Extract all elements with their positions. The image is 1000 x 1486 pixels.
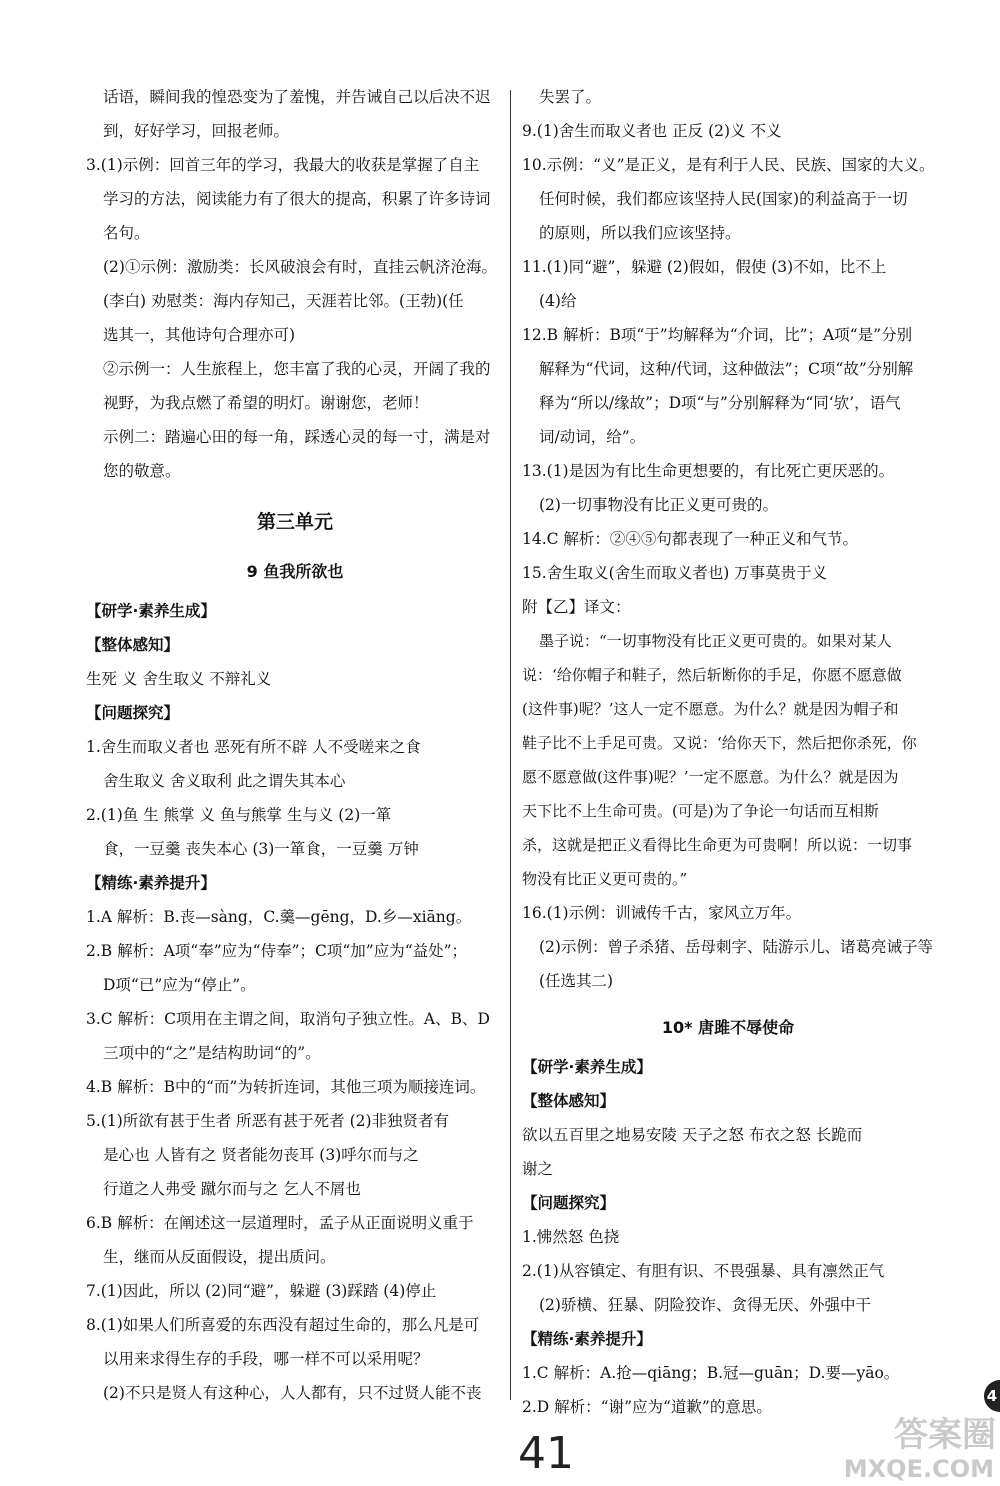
text-line: (4)给 [539,292,577,310]
text-line: 2.(1)鱼 生 熊掌 义 鱼与熊掌 生与义 (2)一箪 [86,806,392,824]
text-line: 16.(1)示例：训诫传千古，家风立万年。 [522,904,802,922]
text-line: 天下比不上生命可贵。(可是)为了争论一句话而互相斯 [522,802,879,820]
section-heading: 【整体感知】 [86,636,180,654]
text-line: 以用来求得生存的手段，哪一样不可以采用呢？ [103,1350,429,1368]
section-heading: 【精练·素养提升】 [522,1330,652,1348]
text-line: 到，好好学习，回报老师。 [103,122,290,140]
text-line: 11.(1)同“避”，躲避 (2)假如，假使 (3)不如，比不上 [522,258,887,276]
text-line: 失罢了。 [539,88,602,106]
text-line: D项“已”应为“停止”。 [103,976,256,994]
text-line: 3.C 解析：C项用在主谓之间，取消句子独立性。A、B、D [86,1010,490,1028]
text-line: 14.C 解析：②④⑤句都表现了一种正义和气节。 [522,530,858,548]
lesson-9-title: 9 鱼我所欲也 [246,562,344,581]
text-line: 1.舍生而取义者也 恶死有所不辟 人不受嗟来之食 [86,738,421,756]
text-line: 7.(1)因此，所以 (2)同“避”，躲避 (3)踩踏 (4)停止 [86,1282,437,1300]
text-line: 行道之人弗受 蹴尔而与之 乞人不屑也 [103,1180,361,1198]
text-line: 您的敬意。 [103,462,181,480]
text-line: 生，继而从反面假设，提出质问。 [103,1248,336,1266]
left-column [86,80,504,1410]
text-line: 说：‘给你帽子和鞋子，然后斩断你的手足，你愿不愿意做 [522,666,902,684]
text-line: 名句。 [103,224,150,242]
page-tab-badge: 4 [984,1380,1000,1412]
text-line: 选其一，其他诗句合理亦可) [103,326,296,344]
text-line: 10.示例：“义”是正义，是有利于人民、民族、国家的大义。 [522,156,935,174]
text-line: 9.(1)舍生而取义者也 正反 (2)义 不义 [522,122,782,140]
text-line: 2.D 解析：“谢”应为“道歉”的意思。 [522,1398,772,1416]
text-line: 示例二：踏遍心田的每一角，踩透心灵的每一寸，满是对 [103,428,491,446]
column-divider [510,90,511,1400]
text-line: 食，一豆羹 丧失本心 (3)一箪食，一豆羹 万钟 [103,840,419,858]
page-number: 41 [518,1428,574,1479]
left-answers-top [86,80,504,488]
lesson-10-title: 10* 唐雎不辱使命 [661,1018,795,1037]
text-line: 5.(1)所欲有甚于生者 所恶有甚于死者 (2)非独贤者有 [86,1112,450,1130]
text-line: (2)一切事物没有比正义更可贵的。 [539,496,778,514]
text-line: 的原则，所以我们应该坚持。 [539,224,741,242]
lesson-9-answers [86,594,504,1410]
text-line: 1.A 解析：B.丧—sàng，C.羹—gēng，D.乡—xiāng。 [86,908,472,926]
text-line: 2.(1)从容镇定、有胆有识、不畏强暴、具有凛然正气 [522,1262,885,1280]
text-line: 视野，为我点燃了希望的明灯。谢谢您，老师！ [103,394,429,412]
section-heading: 【问题探究】 [86,704,180,722]
text-line: 学习的方法，阅读能力有了很大的提高，积累了许多诗词 [103,190,491,208]
section-heading: 【研学·素养生成】 [522,1058,652,1076]
text-line: (2)骄横、狂暴、阴险狡诈、贪得无厌、外强中干 [539,1296,871,1314]
text-line: 3.(1)示例：回首三年的学习，我最大的收获是掌握了自主 [86,156,480,174]
text-line: 释为“所以/缘故”；D项“与”分别解释为“同‘欤’，语气 [539,394,901,412]
text-line: 谢之 [522,1160,554,1178]
text-line: (2)示例：曾子杀猪、岳母刺字、陆游示儿、诸葛亮诫子等 [539,938,933,956]
text-line: 1.怫然怒 色挠 [522,1228,620,1246]
text-line: (李白) 劝慰类：海内存知己，天涯若比邻。(王勃)(任 [103,292,464,310]
text-line: 8.(1)如果人们所喜爱的东西没有超过生命的，那么凡是可 [86,1316,480,1334]
text-line: 4.B 解析：B中的“而”为转折连词，其他三项为顺接连词。 [86,1078,486,1096]
text-line: 13.(1)是因为有比生命更想要的，有比死亡更厌恶的。 [522,462,895,480]
section-heading: 【整体感知】 [522,1092,616,1110]
text-line: 物没有比正义更可贵的。” [522,870,688,888]
watermark-text: 答案圈 [894,1415,996,1455]
text-line: 杀，这就是把正义看得比生命更为可贵啊！所以说：一切事 [522,836,913,854]
watermark-url: MXQE.COM [843,1455,994,1483]
text-line: 附【乙】译文： [522,598,631,616]
text-line: 任何时候，我们都应该坚持人民(国家)的利益高于一切 [539,190,908,208]
text-line: 12.B 解析：B项“于”均解释为“介词，比”；A项“是”分别 [522,326,913,344]
text-line: 三项中的“之”是结构助词“的”。 [103,1044,321,1062]
lesson-10-answers [522,1050,934,1424]
text-line: (2)①示例：激励类：长风破浪会有时，直挂云帆济沧海。 [103,258,497,276]
section-heading: 【研学·素养生成】 [86,602,216,620]
text-line: 鞋子比不上手足可贵。又说：‘给你天下，然后把你杀死，你 [522,734,917,752]
text-line: 愿不愿意做(这件事)呢？’一定不愿意。为什么？就是因为 [522,768,899,786]
text-line: 欲以五百里之地易安陵 天子之怒 布衣之怒 长跪而 [522,1126,863,1144]
text-line: 话语，瞬间我的惶恐变为了羞愧，并告诫自己以后决不迟 [103,88,491,106]
text-line: 词/动词，给”。 [539,428,646,446]
watermark-logo [810,1415,1000,1486]
right-column [522,80,934,1424]
text-line: (这件事)呢？’这人一定不愿意。为什么？就是因为帽子和 [522,700,899,718]
right-answers-top [522,80,934,998]
text-line: 1.C 解析：A.抢—qiāng；B.冠—guān；D.要—yāo。 [522,1364,900,1382]
text-line: 15.舍生取义(舍生而取义者也) 万事莫贵于义 [522,564,828,582]
text-line: 舍生取义 舍义取利 此之谓失其本心 [103,772,346,790]
section-heading: 【精练·素养提升】 [86,874,216,892]
text-line: ②示例一：人生旅程上，您丰富了我的心灵，开阔了我的 [103,360,491,378]
text-line: 墨子说：“一切事物没有比正义更可贵的。如果对某人 [539,632,892,650]
text-line: (任选其二) [539,972,614,990]
text-line: 2.B 解析：A项“奉”应为“侍奉”；C项“加”应为“益处”； [86,942,468,960]
text-line: 解释为“代词，这种/代词，这种做法”；C项“故”分别解 [539,360,914,378]
unit-title: 第三单元 [256,511,333,533]
text-line: 是心也 人皆有之 贤者能勿丧耳 (3)呼尔而与之 [103,1146,419,1164]
text-line: (2)不只是贤人有这种心，人人都有，只不过贤人能不丧 [103,1384,482,1402]
text-line: 生死 义 舍生取义 不辩礼义 [86,670,272,688]
section-heading: 【问题探究】 [522,1194,616,1212]
text-line: 6.B 解析：在阐述这一层道理时，孟子从正面说明义重于 [86,1214,474,1232]
